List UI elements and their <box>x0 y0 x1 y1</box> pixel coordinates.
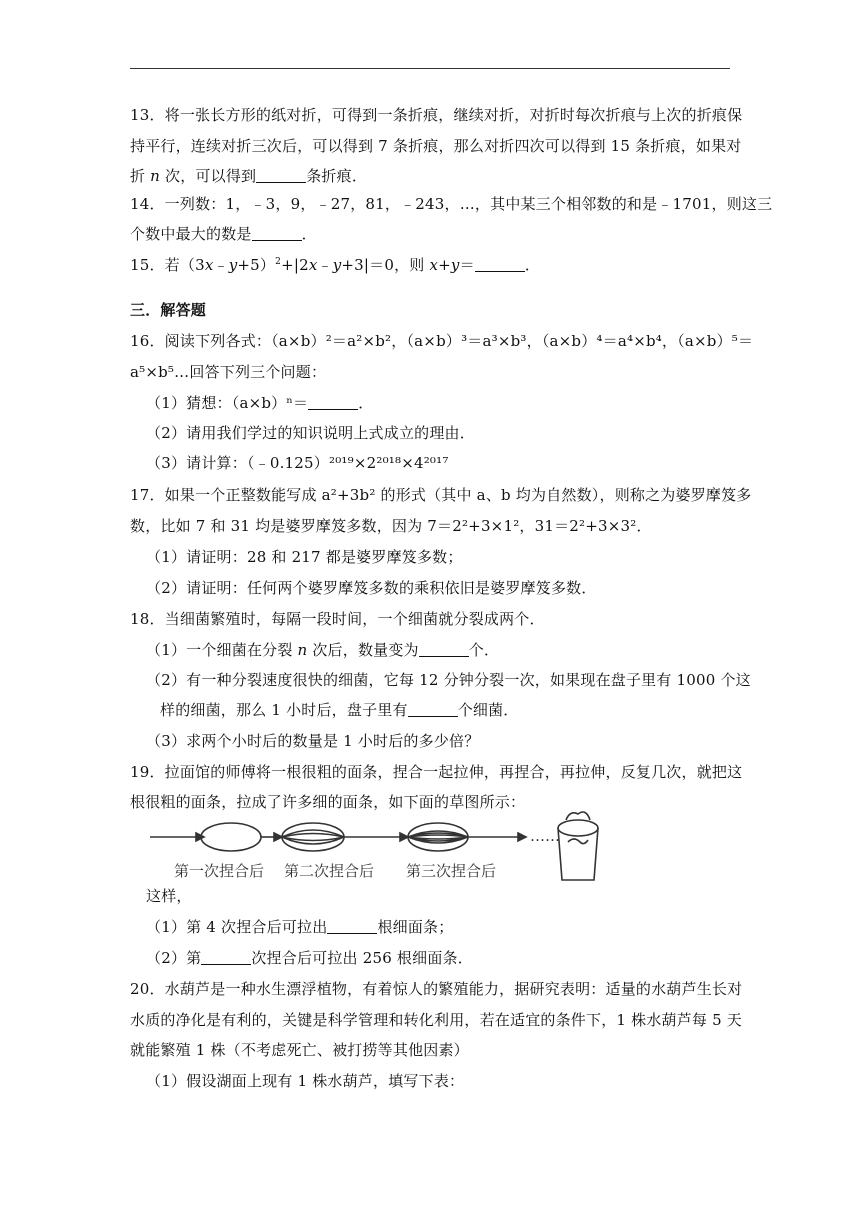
answer-blank[interactable] <box>256 168 306 183</box>
arrow-icon <box>274 833 282 841</box>
noodle-ellipse-1 <box>201 823 261 851</box>
answer-blank[interactable] <box>308 395 358 410</box>
q16-line1: 16．阅读下列各式：（a×b）²＝a²×b²，（a×b）³＝a³×b³，（a×b）⁴＝a⁴×b⁴，（a×b）⁵＝ <box>130 332 754 350</box>
q18-line1: 18．当细菌繁殖时，每隔一段时间，一个细菌就分裂成两个． <box>130 610 545 628</box>
q14-line2: 个数中最大的数是 ． <box>130 225 317 243</box>
section-title: 三．解答题 <box>130 301 207 319</box>
q19-after: 这样， <box>146 887 192 905</box>
q20-line1: 20．水葫芦是一种水生漂浮植物，有着惊人的繁殖能力，据研究表明：适量的水葫芦生长对 <box>130 980 743 998</box>
q16-part2: （2）请用我们学过的知识说明上式成立的理由． <box>146 424 475 442</box>
q20-line3: 就能繁殖 1 株（不考虑死亡、被打捞等其他因素） <box>130 1041 469 1059</box>
q18-part3: （3）求两个小时后的数量是 1 小时后的多少倍？ <box>146 732 480 750</box>
q13-line2: 持平行，连续对折三次后，可以得到 7 条折痕，那么对折四次可以得到 15 条折痕，如果对 <box>130 137 742 155</box>
noodle-ellipse-3 <box>408 823 468 851</box>
q18-part2-line1: （2）有一种分裂速度很快的细菌，它每 12 分钟分裂一次，如果现在盘子里有 1000 个这 <box>146 671 751 689</box>
noodle-figure <box>148 808 608 888</box>
q18-part2-line2: 样的细菌，那么 1 小时后，盘子里有 个细菌． <box>160 701 519 719</box>
answer-blank[interactable] <box>419 642 469 657</box>
q13-line1: 13．将一张长方形的纸对折，可得到一条折痕，继续对折，对折时每次折痕与上次的折痕保 <box>130 106 743 124</box>
q18-part1: （1）一个细菌在分裂 n 次后，数量变为 个． <box>146 641 500 659</box>
header-rule <box>130 68 730 69</box>
q17-line2: 数，比如 7 和 31 均是婆罗摩笈多数，因为 7＝2²+3×1²，31＝2²+3×3²． <box>130 517 652 535</box>
figure-dots: …… <box>530 827 560 845</box>
q17-part2: （2）请证明：任何两个婆罗摩笈多数的乘积依旧是婆罗摩笈多数． <box>146 579 597 597</box>
figure-label-1: 第一次捏合后 <box>174 862 265 880</box>
arrow-icon <box>196 833 204 841</box>
arrow-icon <box>518 833 526 841</box>
q19-line2: 根很粗的面条，拉成了许多细的面条，如下面的草图所示： <box>130 793 526 811</box>
answer-blank[interactable] <box>327 919 377 934</box>
q14-line1: 14．一列数：1，﹣3，9，﹣27，81，﹣243，…，其中某三个相邻数的和是﹣1701，则这三 <box>130 195 773 213</box>
q17-line1: 17．如果一个正整数能写成 a²+3b² 的形式（其中 a、b 均为自然数），则称之为婆罗摩笈多 <box>130 486 752 504</box>
q13-line3: 折 n 次，可以得到 条折痕． <box>130 167 368 185</box>
q20-line2: 水质的净化是有利的，关键是科学管理和转化利用，若在适宜的条件下，1 株水葫芦每 5 天 <box>130 1011 742 1029</box>
q17-part1: （1）请证明：28 和 217 都是婆罗摩笈多数； <box>146 548 463 566</box>
figure-label-3: 第三次捏合后 <box>406 862 497 880</box>
q16-part3: （3）请计算：（﹣0.125）²⁰¹⁹×2²⁰¹⁸×4²⁰¹⁷ <box>146 454 449 472</box>
arrow-icon <box>400 833 408 841</box>
bowl-rim <box>558 820 598 836</box>
q16-part1: （1）猜想：（a×b）ⁿ＝ ． <box>146 394 374 412</box>
answer-blank[interactable] <box>201 950 251 965</box>
figure-label-2: 第二次捏合后 <box>284 862 375 880</box>
q19-part1: （1）第 4 次捏合后可拉出 根细面条； <box>146 918 454 936</box>
q16-line2: a⁵×b⁵…回答下列三个问题： <box>130 363 327 381</box>
q15-line: 15．若（3x﹣y+5）$^2$+|2x﹣y+3|＝0，则 x+y＝ ． <box>130 256 541 274</box>
q19-part2: （2）第 次捏合后可拉出 256 根细面条． <box>146 949 473 967</box>
q20-part1: （1）假设湖面上现有 1 株水葫芦，填写下表： <box>146 1072 465 1090</box>
answer-blank[interactable] <box>252 226 302 241</box>
answer-blank[interactable] <box>475 257 525 272</box>
q19-line1: 19．拉面馆的师傅将一根很粗的面条，捏合一起拉伸，再捏合，再拉伸，反复几次，就把这 <box>130 763 743 781</box>
noodle-ellipse-2 <box>282 823 344 851</box>
answer-blank[interactable] <box>408 702 458 717</box>
